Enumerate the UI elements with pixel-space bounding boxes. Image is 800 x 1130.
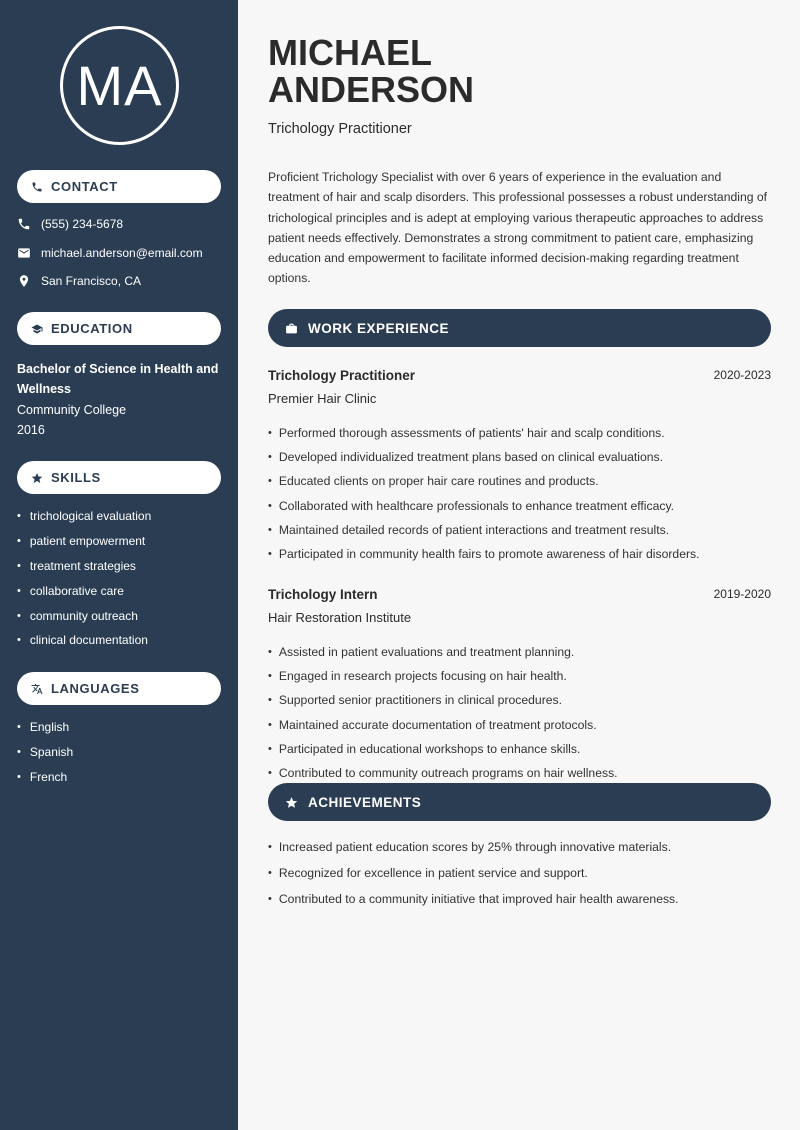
list-item: • community outreach <box>17 603 151 628</box>
list-item: • Increased patient education scores by 25% through innovative materials. <box>268 834 773 860</box>
education-heading-label: EDUCATION <box>51 321 133 336</box>
contact-heading <box>17 170 221 203</box>
candidate-name <box>268 34 474 108</box>
job-dates: 2019-2020 <box>713 587 771 601</box>
work-experience-heading <box>268 309 771 347</box>
list-item: • patient empowerment <box>17 529 151 554</box>
list-item: • Assisted in patient evaluations and treatment planning. <box>268 640 773 664</box>
job-bullets <box>268 640 773 785</box>
job-dates: 2020-2023 <box>713 368 771 382</box>
list-item: • Spanish <box>17 740 73 765</box>
list-item: • trichological evaluation <box>17 504 151 529</box>
list-item: • Contributed to community outreach programs on hair wellness. <box>268 761 773 785</box>
list-item: • Participated in community health fairs to promote awareness of hair disorders. <box>268 542 773 566</box>
list-item: • Contributed to a community initiative that improved hair health awareness. <box>268 886 773 912</box>
job-title: Trichology Intern <box>268 587 378 602</box>
education-degree: Bachelor of Science in Health and Wellness <box>17 362 219 396</box>
contact-email <box>17 246 203 260</box>
translate-icon <box>31 683 43 695</box>
education-school: Community College <box>17 403 127 417</box>
name-line-1: MICHAEL <box>268 32 432 73</box>
list-item: • collaborative care <box>17 578 151 603</box>
skills-heading-label: SKILLS <box>51 470 101 485</box>
sidebar <box>0 0 238 1130</box>
list-item: • Supported senior practitioners in clinical procedures. <box>268 688 773 712</box>
list-item: • Developed individualized treatment plans based on clinical evaluations. <box>268 445 773 469</box>
contact-phone-text: (555) 234-5678 <box>41 217 124 231</box>
list-item: • Participated in educational workshops to enhance skills. <box>268 737 773 761</box>
phone-icon <box>17 217 31 231</box>
achievements-heading <box>268 783 771 821</box>
languages-heading-label: LANGUAGES <box>51 681 140 696</box>
list-item: • treatment strategies <box>17 554 151 579</box>
contact-email-text: michael.anderson@email.com <box>41 246 203 260</box>
avatar-initials: MA <box>60 26 179 145</box>
languages-heading <box>17 672 221 705</box>
contact-phone <box>17 217 123 231</box>
list-item: • Educated clients on proper hair care routines and products. <box>268 469 773 493</box>
list-item: • Maintained accurate documentation of treatment protocols. <box>268 713 773 737</box>
languages-list <box>17 715 73 789</box>
profile-summary: Proficient Trichology Specialist with over 6 years of experience in the evaluation and treatment of hair and scalp disorders. This professional possesses a robust understanding of trichological principles and is adept at employing various therapeutic approaches to address patient needs effectively. Demonstrates a strong commitment to patient care, emphasizing education and empowerment to facilitate informed decision-making regarding treatment options. <box>268 170 768 286</box>
work-experience-heading-label: WORK EXPERIENCE <box>308 320 450 336</box>
email-icon <box>17 246 31 260</box>
list-item: • Engaged in research projects focusing on hair health. <box>268 664 773 688</box>
list-item: • French <box>17 765 73 790</box>
job-company: Hair Restoration Institute <box>268 610 412 625</box>
star-icon <box>31 472 43 484</box>
graduation-cap-icon <box>31 323 43 335</box>
list-item: • Collaborated with healthcare professionals to enhance treatment efficacy. <box>268 494 773 518</box>
list-item: • Recognized for excellence in patient service and support. <box>268 860 773 886</box>
contact-location-text: San Francisco, CA <box>41 274 142 288</box>
contact-location <box>17 274 141 288</box>
name-line-2: ANDERSON <box>268 69 475 110</box>
briefcase-icon <box>285 322 298 335</box>
education-heading <box>17 312 221 345</box>
list-item: • clinical documentation <box>17 628 151 653</box>
skills-list <box>17 504 151 653</box>
education-year: 2016 <box>17 423 45 437</box>
phone-icon <box>31 181 43 193</box>
list-item: • Maintained detailed records of patient interactions and treatment results. <box>268 518 773 542</box>
contact-heading-label: CONTACT <box>51 179 118 194</box>
job-title: Trichology Practitioner <box>268 368 416 383</box>
candidate-role: Trichology Practitioner <box>268 121 412 137</box>
achievements-list <box>268 834 773 912</box>
list-item: • English <box>17 715 73 740</box>
star-icon <box>285 796 298 809</box>
job-bullets <box>268 421 773 566</box>
list-item: • Performed thorough assessments of patients' hair and scalp conditions. <box>268 421 773 445</box>
skills-heading <box>17 461 221 494</box>
achievements-heading-label: ACHIEVEMENTS <box>308 794 422 810</box>
job-company: Premier Hair Clinic <box>268 391 377 406</box>
location-pin-icon <box>17 274 31 288</box>
